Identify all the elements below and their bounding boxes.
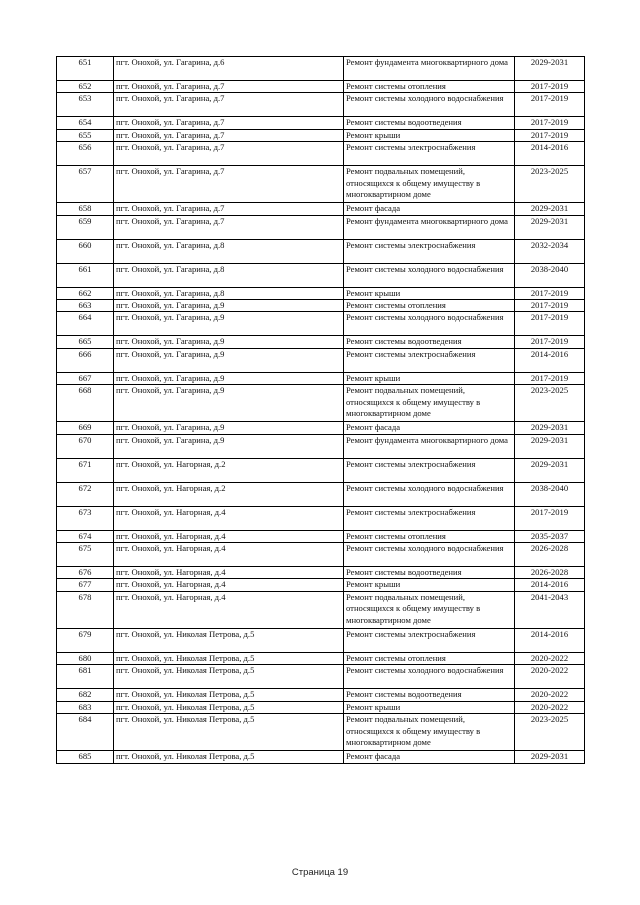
- address-cell: пгт. Онохой, ул. Нагорная, д.4: [114, 543, 344, 567]
- row-number: 651: [57, 57, 114, 81]
- table-row: [57, 203, 585, 215]
- table-row: [57, 215, 585, 239]
- address-cell: пгт. Онохой, ул. Николая Петрова, д.5: [114, 652, 344, 664]
- row-number: 683: [57, 701, 114, 713]
- row-number: 667: [57, 372, 114, 384]
- row-number: 685: [57, 751, 114, 763]
- row-number: 655: [57, 129, 114, 141]
- address-cell: пгт. Онохой, ул. Нагорная, д.4: [114, 567, 344, 579]
- row-number: 660: [57, 239, 114, 263]
- address-cell: пгт. Онохой, ул. Гагарина, д.7: [114, 117, 344, 129]
- table-row: [57, 117, 585, 129]
- table-row: [57, 287, 585, 299]
- period-cell: 2038-2040: [515, 482, 585, 506]
- table-row: [57, 93, 585, 117]
- work-type-cell: Ремонт системы холодного водоснабжения: [344, 482, 515, 506]
- row-number: 670: [57, 434, 114, 458]
- table-row: [57, 579, 585, 591]
- work-type-cell: Ремонт фундамента многоквартирного дома: [344, 215, 515, 239]
- row-number: 668: [57, 385, 114, 422]
- period-cell: 2014-2016: [515, 579, 585, 591]
- work-type-cell: Ремонт системы отопления: [344, 81, 515, 93]
- period-cell: 2026-2028: [515, 543, 585, 567]
- period-cell: 2017-2019: [515, 287, 585, 299]
- period-cell: 2017-2019: [515, 336, 585, 348]
- table-row: [57, 372, 585, 384]
- table-row: [57, 482, 585, 506]
- work-type-cell: Ремонт крыши: [344, 701, 515, 713]
- table-row: [57, 714, 585, 751]
- period-cell: 2014-2016: [515, 142, 585, 166]
- row-number: 671: [57, 458, 114, 482]
- address-cell: пгт. Онохой, ул. Гагарина, д.7: [114, 81, 344, 93]
- address-cell: пгт. Онохой, ул. Гагарина, д.9: [114, 434, 344, 458]
- address-cell: пгт. Онохой, ул. Гагарина, д.8: [114, 263, 344, 287]
- work-type-cell: Ремонт подвальных помещений, относящихся к общему имуществу в многоквартирном доме: [344, 591, 515, 628]
- work-type-cell: Ремонт крыши: [344, 579, 515, 591]
- table-row: [57, 129, 585, 141]
- work-type-cell: Ремонт системы отопления: [344, 300, 515, 312]
- table-body: [57, 57, 585, 764]
- table-row: [57, 422, 585, 434]
- table-row: [57, 628, 585, 652]
- table-row: [57, 567, 585, 579]
- period-cell: 2029-2031: [515, 751, 585, 763]
- row-number: 680: [57, 652, 114, 664]
- work-type-cell: Ремонт системы электроснабжения: [344, 506, 515, 530]
- row-number: 666: [57, 348, 114, 372]
- work-type-cell: Ремонт подвальных помещений, относящихся к общему имуществу в многоквартирном доме: [344, 714, 515, 751]
- page-footer: Страница 19: [291, 867, 349, 878]
- row-number: 672: [57, 482, 114, 506]
- table-row: [57, 142, 585, 166]
- row-number: 663: [57, 300, 114, 312]
- period-cell: 2029-2031: [515, 434, 585, 458]
- address-cell: пгт. Онохой, ул. Нагорная, д.4: [114, 530, 344, 542]
- row-number: 674: [57, 530, 114, 542]
- table-row: [57, 701, 585, 713]
- address-cell: пгт. Онохой, ул. Гагарина, д.7: [114, 129, 344, 141]
- period-cell: 2020-2022: [515, 652, 585, 664]
- table-row: [57, 652, 585, 664]
- row-number: 654: [57, 117, 114, 129]
- period-cell: 2032-2034: [515, 239, 585, 263]
- period-cell: 2017-2019: [515, 372, 585, 384]
- address-cell: пгт. Онохой, ул. Гагарина, д.7: [114, 215, 344, 239]
- row-number: 665: [57, 336, 114, 348]
- table-row: [57, 591, 585, 628]
- period-cell: 2023-2025: [515, 714, 585, 751]
- table-row: [57, 458, 585, 482]
- period-cell: 2017-2019: [515, 117, 585, 129]
- work-type-cell: Ремонт системы холодного водоснабжения: [344, 312, 515, 336]
- work-type-cell: Ремонт системы отопления: [344, 530, 515, 542]
- table-row: [57, 689, 585, 701]
- address-cell: пгт. Онохой, ул. Гагарина, д.8: [114, 287, 344, 299]
- work-type-cell: Ремонт системы электроснабжения: [344, 458, 515, 482]
- row-number: 662: [57, 287, 114, 299]
- period-cell: 2029-2031: [515, 203, 585, 215]
- address-cell: пгт. Онохой, ул. Гагарина, д.9: [114, 336, 344, 348]
- work-type-cell: Ремонт фундамента многоквартирного дома: [344, 434, 515, 458]
- work-type-cell: Ремонт системы водоотведения: [344, 567, 515, 579]
- row-number: 669: [57, 422, 114, 434]
- period-cell: 2038-2040: [515, 263, 585, 287]
- period-cell: 2029-2031: [515, 422, 585, 434]
- repair-schedule-table: [56, 56, 585, 764]
- row-number: 658: [57, 203, 114, 215]
- address-cell: пгт. Онохой, ул. Гагарина, д.7: [114, 142, 344, 166]
- address-cell: пгт. Онохой, ул. Гагарина, д.7: [114, 203, 344, 215]
- work-type-cell: Ремонт системы водоотведения: [344, 117, 515, 129]
- period-cell: 2023-2025: [515, 385, 585, 422]
- address-cell: пгт. Онохой, ул. Николая Петрова, д.5: [114, 665, 344, 689]
- work-type-cell: Ремонт системы холодного водоснабжения: [344, 93, 515, 117]
- address-cell: пгт. Онохой, ул. Николая Петрова, д.5: [114, 701, 344, 713]
- table-row: [57, 239, 585, 263]
- address-cell: пгт. Онохой, ул. Нагорная, д.4: [114, 591, 344, 628]
- period-cell: 2029-2031: [515, 57, 585, 81]
- work-type-cell: Ремонт системы холодного водоснабжения: [344, 665, 515, 689]
- address-cell: пгт. Онохой, ул. Нагорная, д.4: [114, 506, 344, 530]
- row-number: 677: [57, 579, 114, 591]
- work-type-cell: Ремонт системы отопления: [344, 652, 515, 664]
- table-row: [57, 312, 585, 336]
- address-cell: пгт. Онохой, ул. Гагарина, д.8: [114, 239, 344, 263]
- table-row: [57, 751, 585, 763]
- table-row: [57, 263, 585, 287]
- table-row: [57, 543, 585, 567]
- work-type-cell: Ремонт системы водоотведения: [344, 336, 515, 348]
- work-type-cell: Ремонт системы водоотведения: [344, 689, 515, 701]
- period-cell: 2017-2019: [515, 81, 585, 93]
- row-number: 678: [57, 591, 114, 628]
- work-type-cell: Ремонт подвальных помещений, относящихся к общему имуществу в многоквартирном доме: [344, 385, 515, 422]
- period-cell: 2041-2043: [515, 591, 585, 628]
- row-number: 679: [57, 628, 114, 652]
- address-cell: пгт. Онохой, ул. Николая Петрова, д.5: [114, 628, 344, 652]
- address-cell: пгт. Онохой, ул. Нагорная, д.2: [114, 458, 344, 482]
- row-number: 675: [57, 543, 114, 567]
- row-number: 676: [57, 567, 114, 579]
- address-cell: пгт. Онохой, ул. Гагарина, д.9: [114, 422, 344, 434]
- work-type-cell: Ремонт системы электроснабжения: [344, 142, 515, 166]
- period-cell: 2023-2025: [515, 166, 585, 203]
- period-cell: 2017-2019: [515, 129, 585, 141]
- table-row: [57, 300, 585, 312]
- address-cell: пгт. Онохой, ул. Николая Петрова, д.5: [114, 751, 344, 763]
- address-cell: пгт. Онохой, ул. Гагарина, д.9: [114, 312, 344, 336]
- period-cell: 2014-2016: [515, 348, 585, 372]
- address-cell: пгт. Онохой, ул. Гагарина, д.9: [114, 348, 344, 372]
- address-cell: пгт. Онохой, ул. Гагарина, д.9: [114, 372, 344, 384]
- work-type-cell: Ремонт фасада: [344, 422, 515, 434]
- work-type-cell: Ремонт фундамента многоквартирного дома: [344, 57, 515, 81]
- row-number: 673: [57, 506, 114, 530]
- table-row: [57, 336, 585, 348]
- row-number: 664: [57, 312, 114, 336]
- table-row: [57, 385, 585, 422]
- period-cell: 2014-2016: [515, 628, 585, 652]
- work-type-cell: Ремонт подвальных помещений, относящихся к общему имуществу в многоквартирном доме: [344, 166, 515, 203]
- work-type-cell: Ремонт системы электроснабжения: [344, 239, 515, 263]
- table-row: [57, 434, 585, 458]
- table-row: [57, 665, 585, 689]
- address-cell: пгт. Онохой, ул. Гагарина, д.6: [114, 57, 344, 81]
- work-type-cell: Ремонт системы холодного водоснабжения: [344, 543, 515, 567]
- work-type-cell: Ремонт системы электроснабжения: [344, 348, 515, 372]
- row-number: 681: [57, 665, 114, 689]
- period-cell: 2026-2028: [515, 567, 585, 579]
- row-number: 659: [57, 215, 114, 239]
- table-row: [57, 166, 585, 203]
- period-cell: 2017-2019: [515, 312, 585, 336]
- row-number: 657: [57, 166, 114, 203]
- period-cell: 2020-2022: [515, 701, 585, 713]
- address-cell: пгт. Онохой, ул. Николая Петрова, д.5: [114, 714, 344, 751]
- period-cell: 2029-2031: [515, 215, 585, 239]
- work-type-cell: Ремонт системы холодного водоснабжения: [344, 263, 515, 287]
- address-cell: пгт. Онохой, ул. Гагарина, д.7: [114, 166, 344, 203]
- work-type-cell: Ремонт крыши: [344, 287, 515, 299]
- table-row: [57, 348, 585, 372]
- period-cell: 2035-2037: [515, 530, 585, 542]
- period-cell: 2017-2019: [515, 300, 585, 312]
- row-number: 684: [57, 714, 114, 751]
- period-cell: 2020-2022: [515, 665, 585, 689]
- work-type-cell: Ремонт фасада: [344, 203, 515, 215]
- work-type-cell: Ремонт крыши: [344, 372, 515, 384]
- work-type-cell: Ремонт системы электроснабжения: [344, 628, 515, 652]
- table-row: [57, 506, 585, 530]
- table-row: [57, 81, 585, 93]
- period-cell: 2017-2019: [515, 506, 585, 530]
- table-row: [57, 57, 585, 81]
- period-cell: 2020-2022: [515, 689, 585, 701]
- row-number: 656: [57, 142, 114, 166]
- address-cell: пгт. Онохой, ул. Гагарина, д.9: [114, 300, 344, 312]
- address-cell: пгт. Онохой, ул. Николая Петрова, д.5: [114, 689, 344, 701]
- row-number: 652: [57, 81, 114, 93]
- work-type-cell: Ремонт крыши: [344, 129, 515, 141]
- address-cell: пгт. Онохой, ул. Нагорная, д.2: [114, 482, 344, 506]
- period-cell: 2029-2031: [515, 458, 585, 482]
- period-cell: 2017-2019: [515, 93, 585, 117]
- address-cell: пгт. Онохой, ул. Гагарина, д.9: [114, 385, 344, 422]
- row-number: 661: [57, 263, 114, 287]
- address-cell: пгт. Онохой, ул. Гагарина, д.7: [114, 93, 344, 117]
- table-row: [57, 530, 585, 542]
- row-number: 682: [57, 689, 114, 701]
- address-cell: пгт. Онохой, ул. Нагорная, д.4: [114, 579, 344, 591]
- work-type-cell: Ремонт фасада: [344, 751, 515, 763]
- row-number: 653: [57, 93, 114, 117]
